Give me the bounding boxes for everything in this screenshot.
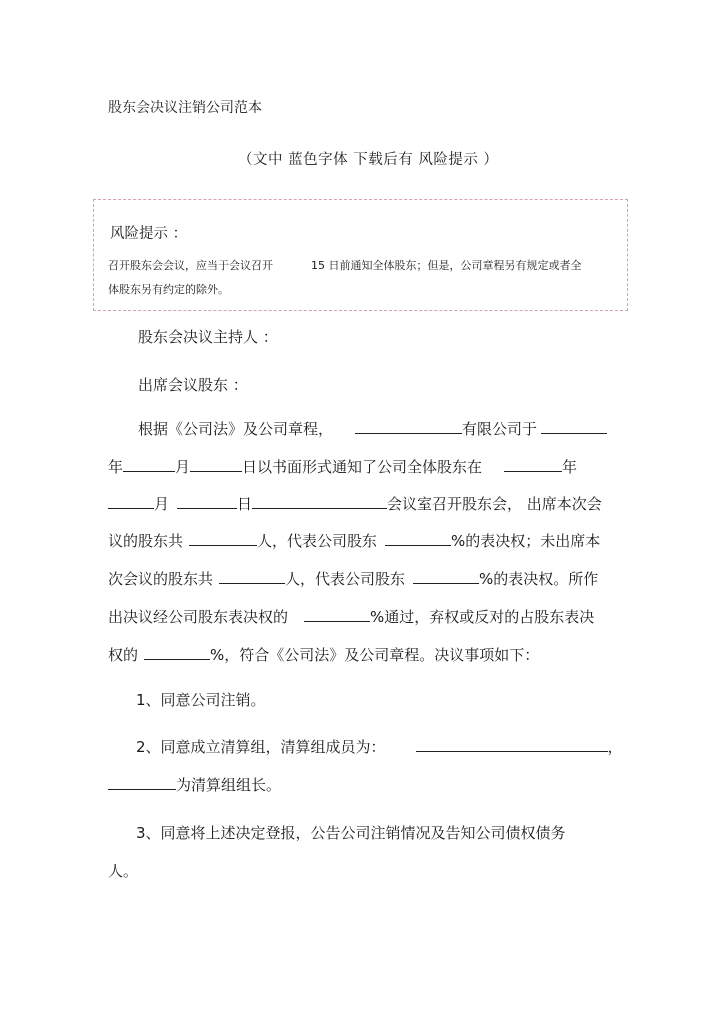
p2-text-d: 年 [562, 458, 578, 476]
item2-text-a: 2、同意成立清算组，清算组成员为： [136, 738, 386, 756]
resolution-item-1: 1、同意公司注销。 [136, 691, 266, 709]
p3-text-c: 会议室召开股东会， 出席本次会 [387, 495, 602, 513]
resolution-item-3-cont: 人。 [108, 862, 139, 880]
paragraph-line-7 [108, 644, 539, 665]
risk-line-1-text-a: 召开股东会会议，应当于会议召开 [108, 259, 273, 272]
resolution-item-3: 3、同意将上述决定登报，公告公司注销情况及告知公司债权债务 [136, 824, 566, 842]
resolution-item-2-cont [108, 774, 281, 795]
meeting-room-blank[interactable] [252, 494, 387, 509]
meeting-host-label: 股东会决议主持人 ： [138, 328, 278, 346]
p6-text-b: %通过，弃权或反对的占股东表决 [370, 608, 595, 626]
liquidation-members-blank[interactable] [416, 737, 608, 752]
item2-text-c: 为清算组组长。 [176, 776, 282, 794]
item2-text-b: ， [607, 738, 623, 756]
p7-text-b: %，符合《公司法》及公司章程。决议事项如下： [210, 646, 540, 664]
risk-line-1 [108, 257, 582, 273]
p1-text-b: 有限公司于 [462, 420, 538, 438]
p1-text-a: 根据《公司法》及公司章程， [138, 420, 334, 438]
meeting-day-blank[interactable] [177, 494, 237, 509]
paragraph-line-6 [108, 606, 594, 627]
paragraph-line-1 [138, 418, 607, 439]
notice-month-blank[interactable] [123, 457, 175, 472]
p6-text-a: 出决议经公司股东表决权的 [108, 608, 289, 626]
p2-text-a: 年 [108, 458, 124, 476]
p5-text-a: 次会议的股东共 [108, 570, 214, 588]
document-title: 股东会决议注销公司范本 [108, 100, 262, 116]
paragraph-line-2 [108, 456, 577, 477]
notice-day-blank[interactable] [190, 457, 242, 472]
p4-text-b: 人，代表公司股东 [257, 532, 378, 550]
meeting-month-blank[interactable] [108, 494, 154, 509]
p4-text-a: 议的股东共 [108, 532, 184, 550]
attending-shareholders-label: 出席会议股东 ： [138, 376, 248, 394]
attending-count-blank[interactable] [189, 531, 257, 546]
p3-text-a: 月 [154, 495, 170, 513]
p5-text-c: %的表决权。所作 [479, 570, 599, 588]
attending-vote-percent-blank[interactable] [385, 531, 451, 546]
risk-heading: 风险提示 ： [110, 226, 188, 242]
p5-text-b: 人，代表公司股东 [285, 570, 406, 588]
absent-vote-percent-blank[interactable] [413, 569, 479, 584]
passing-percent-blank[interactable] [304, 607, 370, 622]
resolution-item-2 [136, 736, 623, 757]
paragraph-line-5 [108, 568, 598, 589]
liquidation-leader-blank[interactable] [108, 775, 176, 790]
document-subtitle: （文中 蓝色字体 下载后有 风险提示 ） [238, 152, 499, 168]
risk-line-2: 体股东另有约定的除外。 [108, 283, 229, 296]
p4-text-c: %的表决权；未出席本 [451, 532, 601, 550]
absent-count-blank[interactable] [219, 569, 285, 584]
p7-text-a: 权的 [108, 646, 139, 664]
paragraph-line-4 [108, 530, 600, 551]
p3-text-b: 日 [237, 495, 253, 513]
meeting-year-blank[interactable] [504, 457, 562, 472]
oppose-percent-blank[interactable] [144, 645, 210, 660]
notice-year-blank[interactable] [541, 419, 607, 434]
p2-text-b: 月 [175, 458, 191, 476]
paragraph-line-3 [108, 493, 602, 514]
risk-line-1-text-b: 15 日前通知全体股东；但是，公司章程另有规定或者全 [311, 259, 582, 272]
company-name-blank[interactable] [355, 419, 462, 434]
p2-text-c: 日以书面形式通知了公司全体股东在 [242, 458, 483, 476]
